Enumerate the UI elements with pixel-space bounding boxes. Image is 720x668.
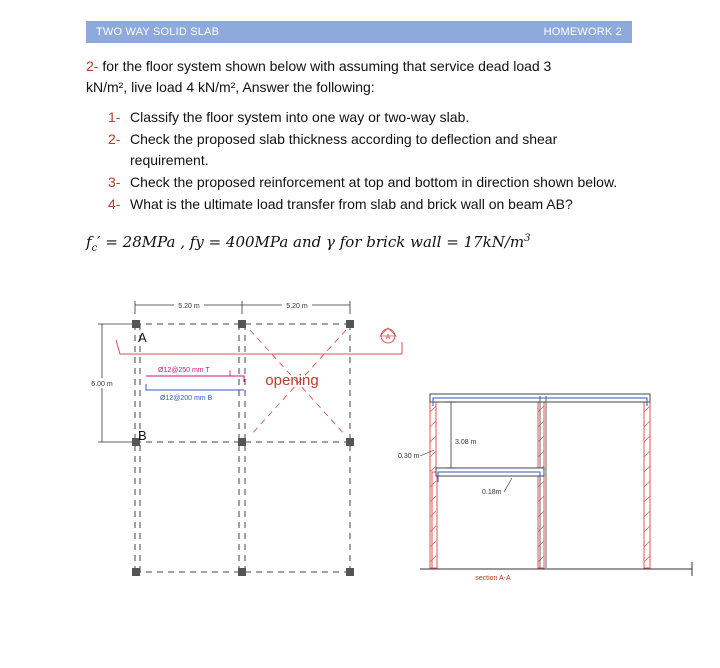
question-item <box>108 107 628 128</box>
slab-thickness-leader <box>504 478 512 492</box>
slab-thickness-label: 0.18m <box>482 489 502 496</box>
label-b: B <box>138 428 147 443</box>
header-homework: HOMEWORK 2 <box>543 26 622 38</box>
header-title: TWO WAY SOLID SLAB <box>96 26 220 38</box>
material-formula <box>86 233 531 254</box>
formula-fc: f <box>86 233 92 251</box>
label-a: A <box>138 330 147 345</box>
formula-exponent: 3 <box>524 233 531 244</box>
section-a-a <box>398 394 692 582</box>
question-text: What is the ultimate load transfer from slab and brick wall on beam AB? <box>130 196 573 212</box>
section-title: section A-A <box>475 575 511 582</box>
formula-rest: = 28MPa , fy = 400MPa and γ for brick wall = 17kN/m <box>100 233 525 251</box>
problem-number: 2- <box>86 58 99 74</box>
question-number: 4- <box>108 196 121 212</box>
question-number: 3- <box>108 174 121 190</box>
question-number: 1- <box>108 109 121 125</box>
rebar-bottom-label: Ø12@200 mm B <box>160 395 213 402</box>
question-item <box>108 194 628 215</box>
thickness-label: 0.30 m <box>398 453 420 460</box>
question-item <box>108 129 628 171</box>
question-number: 2- <box>108 131 121 147</box>
section-marker-label: A <box>385 334 391 341</box>
section-cut-line <box>116 340 402 354</box>
question-text: Classify the floor system into one way or two-way slab. <box>130 109 470 125</box>
opening-label: opening <box>265 372 319 389</box>
rebar-top-label: Ø12@250 mm T <box>158 367 210 374</box>
intro-line-2: kN/m², live load 4 kN/m², Answer the following: <box>86 79 375 95</box>
beam-grid <box>135 324 350 572</box>
structural-drawing <box>80 292 700 602</box>
rebar-top-line <box>146 376 244 382</box>
header-bar <box>86 21 632 43</box>
formula-fc-sub: c <box>91 243 98 254</box>
dim-label-vertical: 6.00 m <box>91 381 113 388</box>
question-text: Check the proposed reinforcement at top and bottom in direction shown below. <box>130 174 618 190</box>
rebar-bottom-line <box>146 384 244 390</box>
dim-label-left: 5.20 m <box>178 303 200 310</box>
problem-intro <box>86 56 626 98</box>
formula-prime: ′ <box>97 233 101 251</box>
intro-line-1: for the floor system shown below with assuming that service dead load 3 <box>98 58 552 74</box>
floor-plan <box>88 299 402 576</box>
dim-label-right: 5.20 m <box>286 303 308 310</box>
question-item <box>108 172 628 193</box>
height-label: 3.08 m <box>455 439 477 446</box>
question-list <box>108 107 628 216</box>
question-text: Check the proposed slab thickness according to deflection and shear requirement. <box>130 131 558 168</box>
